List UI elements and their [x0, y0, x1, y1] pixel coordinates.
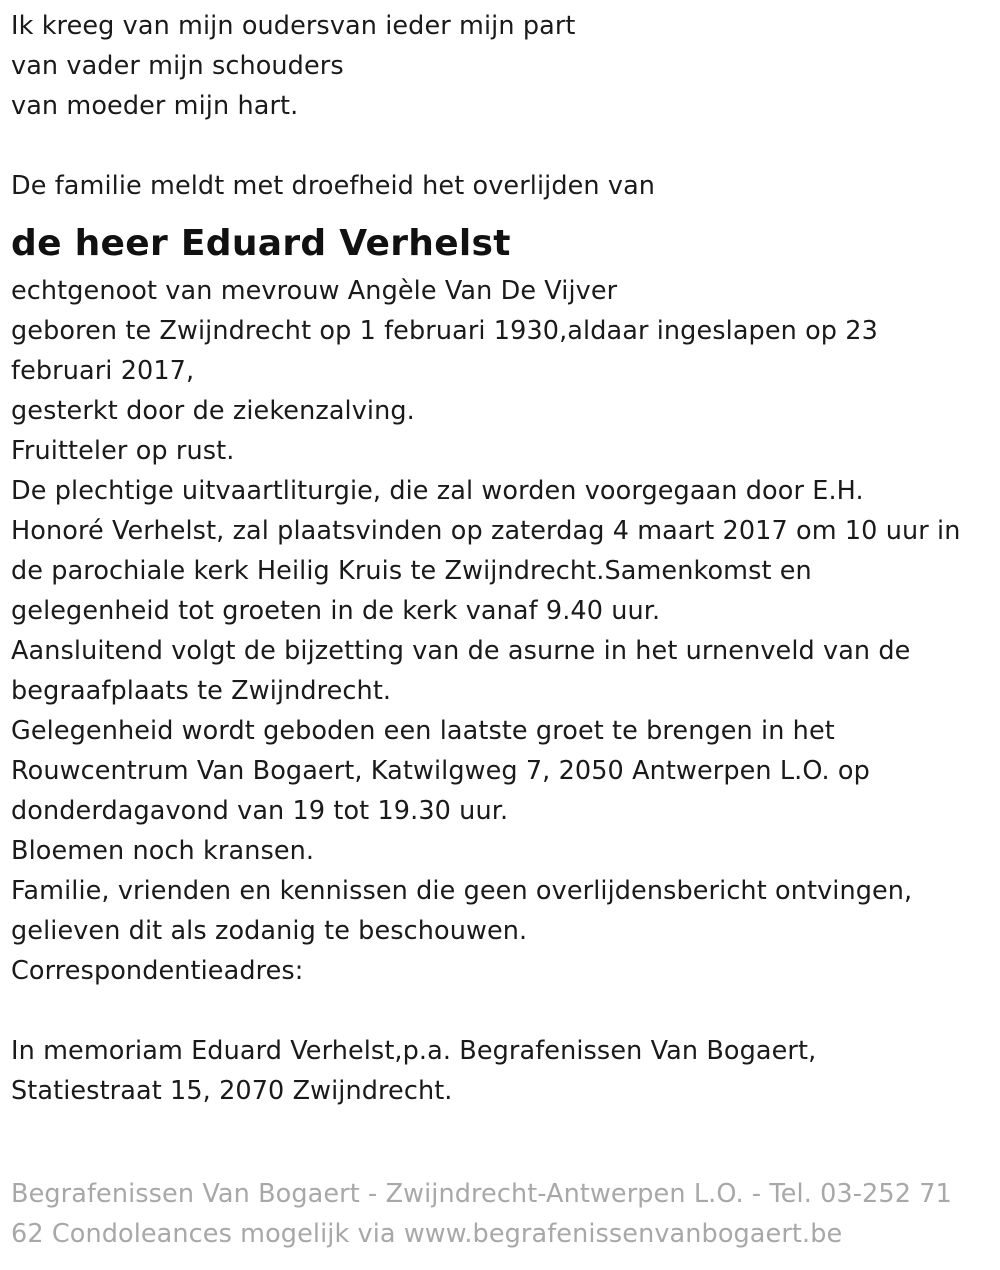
funeral-home-footer: [11, 1174, 993, 1254]
spacer: [11, 991, 993, 1031]
body-line: februari 2017,: [11, 356, 195, 386]
intro-text: De familie meldt met droefheid het overlijden van: [11, 171, 656, 201]
footer-line: Begrafenissen Van Bogaert - Zwijndrecht-Antwerpen L.O. - Tel. 03-252 71: [11, 1179, 952, 1209]
poem-line: van moeder mijn hart.: [11, 91, 299, 121]
body-line: geboren te Zwijndrecht op 1 februari 1930,aldaar ingeslapen op 23: [11, 316, 878, 346]
body-line: De plechtige uitvaartliturgie, die zal worden voorgegaan door E.H.: [11, 476, 864, 506]
body-line: Bloemen noch kransen.: [11, 836, 315, 866]
correspondence-address: [11, 1031, 993, 1111]
body-line: donderdagavond van 19 tot 19.30 uur.: [11, 796, 509, 826]
body-line: Rouwcentrum Van Bogaert, Katwilgweg 7, 2050 Antwerpen L.O. op: [11, 756, 870, 786]
body-line: Correspondentieadres:: [11, 956, 304, 986]
body-line: de parochiale kerk Heilig Kruis te Zwijndrecht.Samenkomst en: [11, 556, 812, 586]
death-notice: [11, 6, 993, 1111]
body-line: begraafplaats te Zwijndrecht.: [11, 676, 392, 706]
spacer: [11, 126, 993, 166]
body-line: Gelegenheid wordt geboden een laatste groet te brengen in het: [11, 716, 835, 746]
address-line: In memoriam Eduard Verhelst,p.a. Begrafenissen Van Bogaert,: [11, 1036, 817, 1066]
deceased-name: de heer Eduard Verhelst: [11, 223, 511, 264]
body-line: Familie, vrienden en kennissen die geen overlijdensbericht ontvingen,: [11, 876, 913, 906]
body-line: Honoré Verhelst, zal plaatsvinden op zaterdag 4 maart 2017 om 10 uur in: [11, 516, 961, 546]
notice-body: [11, 271, 993, 991]
poem-line: Ik kreeg van mijn oudersvan ieder mijn part: [11, 11, 576, 41]
body-line: Aansluitend volgt de bijzetting van de asurne in het urnenveld van de: [11, 636, 911, 666]
poem-line: van vader mijn schouders: [11, 51, 344, 81]
poem: [11, 6, 993, 126]
address-line: Statiestraat 15, 2070 Zwijndrecht.: [11, 1076, 453, 1106]
body-line: echtgenoot van mevrouw Angèle Van De Vijver: [11, 276, 618, 306]
footer-line: 62 Condoleances mogelijk via www.begrafenissenvanbogaert.be: [11, 1219, 843, 1249]
body-line: Fruitteler op rust.: [11, 436, 235, 466]
body-line: gesterkt door de ziekenzalving.: [11, 396, 415, 426]
body-line: gelegenheid tot groeten in de kerk vanaf 9.40 uur.: [11, 596, 661, 626]
body-line: gelieven dit als zodanig te beschouwen.: [11, 916, 528, 946]
